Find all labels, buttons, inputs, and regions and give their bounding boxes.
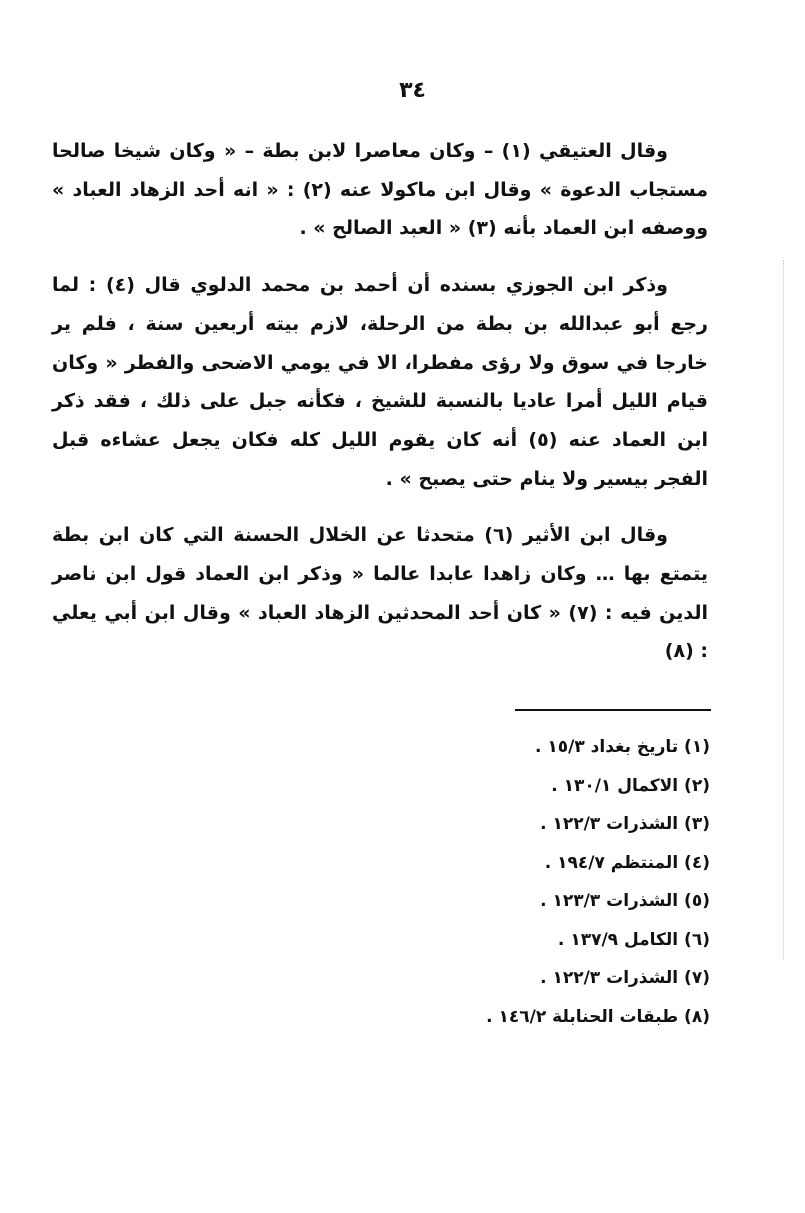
scan-margin-line (783, 260, 784, 960)
paragraph: وقال العتيقي (١) – وكان معاصرا لابن بطة – « وكان شيخا صالحا مستجاب الدعوة » وقال ابن ماكولا عنه (٢) : « انه أحد الزهاد العباد » ووصفه ابن العماد بأنه (٣) « العبد الصالح » . (52, 140, 708, 240)
footnote: (٨) طبقات الحنابلة ١٤٦/٢ . (486, 1006, 710, 1027)
footnote: (٧) الشذرات ١٢٢/٣ . (540, 968, 710, 988)
footnote: (٣) الشذرات ١٢٢/٣ . (540, 814, 710, 834)
page-number: ٣٤ (399, 78, 426, 103)
footnote: (٦) الكامل ١٣٧/٩ . (557, 929, 710, 950)
footnotes-list (380, 728, 710, 1036)
footnote-separator (515, 709, 711, 711)
footnote: (٤) المنتظم ١٩٤/٧ . (544, 852, 710, 873)
footnote: (٢) الاكمال ١٣٠/١ . (551, 775, 710, 796)
paragraph: وذكر ابن الجوزي بسنده أن أحمد بن محمد الدلوي قال (٤) : لما رجع أبو عبدالله بن بطة من الرحلة، لازم بيته أربعين سنة ، فلم ير خارجا في سوق ولا رؤى مفطرا، الا في يومي الاضحى والفطر « وكان قيام الليل أمرا عاديا بالنسبة للشيخ ، فكأنه جبل على ذلك ، فقد ذكر ابن العماد عنه (٥) أنه كان يقوم الليل كله فكان يجعل عشاءه قبل الفجر بيسير ولا ينام حتى يصبح » . (52, 274, 709, 490)
paragraph: وقال ابن الأثير (٦) متحدثا عن الخلال الحسنة التي كان ابن بطة يتمتع بها … وكان زاهدا عابدا عالما « وذكر ابن العماد قول ابن ناصر الدين فيه : (٧) « كان أحد المحدثين الزهاد العباد » وقال ابن أبي يعلي : (٨) (52, 524, 709, 663)
footnote: (٥) الشذرات ١٢٣/٣ . (540, 891, 710, 911)
main-text (52, 132, 708, 689)
footnote: (١) تاريخ بغداد ١٥/٣ . (535, 737, 710, 757)
